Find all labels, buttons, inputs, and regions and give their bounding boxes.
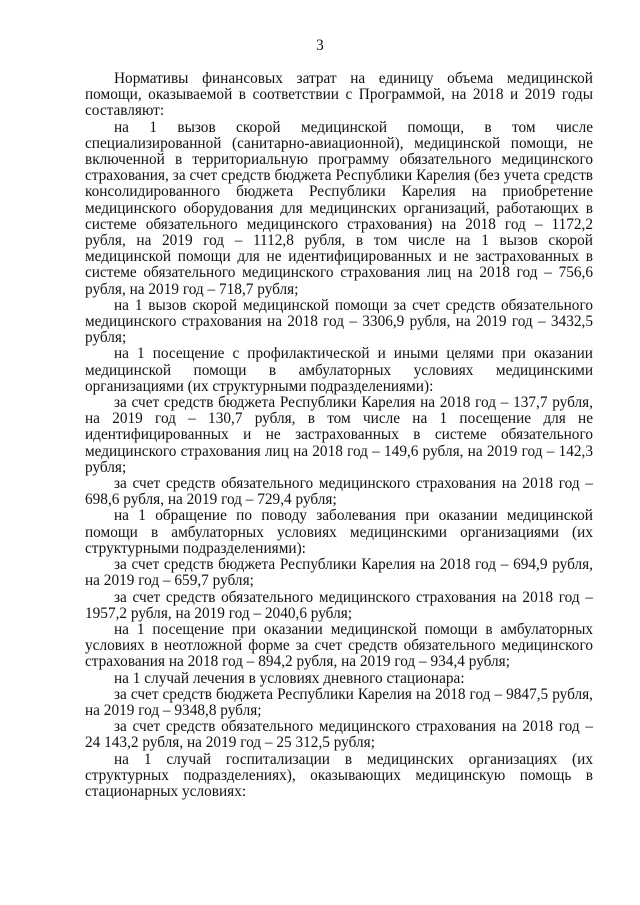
paragraph-day-hospital-budget: за счет средств бюджета Республики Карелия на 2018 год – 9847,5 рубля, на 2019 год – 9348,8 рубля; bbox=[85, 685, 593, 719]
document-body bbox=[85, 71, 593, 800]
page-number: 3 bbox=[316, 37, 324, 54]
paragraph-disease-appeal: на 1 обращение по поводу заболевания при оказании медицинской помощи в амбулаторных условиях медицинскими организациями (их структурными подразделениями): bbox=[85, 507, 593, 557]
paragraph-preventive-visit-budget: за счет средств бюджета Республики Карелия на 2018 год – 137,7 рубля, на 2019 год – 130,7 рубля, в том числе на 1 посещение для не идентифицированных и не застрахованных в системе обязательного медицинского страхования лиц на 2018 год – 149,6 рубля, на 2019 год – 142,3 рубля; bbox=[85, 394, 593, 476]
paragraph-preventive-visit: на 1 посещение с профилактической и иными целями при оказании медицинской помощи в амбулаторных условиях медицинскими организациями (их структурными подразделениями): bbox=[85, 345, 593, 395]
paragraph-intro: Нормативы финансовых затрат на единицу объема медицинской помощи, оказываемой в соответствии с Программой, на 2018 и 2019 годы составляют: bbox=[85, 70, 593, 120]
paragraph-disease-appeal-budget: за счет средств бюджета Республики Карелия на 2018 год – 694,9 рубля, на 2019 год – 659,7 рубля; bbox=[85, 556, 593, 590]
paragraph-preventive-visit-insurance: за счет средств обязательного медицинского страхования на 2018 год – 698,6 рубля, на 2019 год – 729,4 рубля; bbox=[85, 475, 593, 509]
paragraph-urgent-visit-insurance: на 1 посещение при оказании медицинской помощи в амбулаторных условиях в неотложной форме за счет средств обязательного медицинского страхования на 2018 год – 894,2 рубля, на 2019 год – 934,4 рубля; bbox=[85, 620, 593, 671]
paragraph-emergency-call-insurance: на 1 вызов скорой медицинской помощи за счет средств обязательного медицинского страхования на 2018 год – 3306,9 рубля, на 2019 год – 3432,5 рубля; bbox=[85, 296, 593, 347]
paragraph-hospitalization: на 1 случай госпитализации в медицинских организациях (их структурных подразделениях), оказывающих медицинскую помощь в стационарных условиях: bbox=[85, 750, 593, 800]
paragraph-emergency-call-budget: на 1 вызов скорой медицинской помощи, в том числе специализированной (санитарно-авиационной), медицинской помощи, не включенной в территориальную программу обязательного медицинского страхования, за счет средств бюджета Республики Карелия (без учета средств консолидированного бюджета Республики Карелия на приобретение медицинского оборудования для медицинских организаций, работающих в системе обязательного медицинского страхования) на 2018 год – 1172,2 рубля, на 2019 год – 1112,8 рубля, в том числе на 1 вызов скорой медицинской помощи для не идентифицированных и не застрахованных в системе обязательного медицинского страхования лиц на 2018 год – 756,6 рубля, на 2019 год – 718,7 рубля; bbox=[85, 118, 593, 298]
paragraph-disease-appeal-insurance: за счет средств обязательного медицинского страхования на 2018 год – 1957,2 рубля, на 2019 год – 2040,6 рубля; bbox=[85, 588, 593, 622]
paragraph-day-hospital: на 1 случай лечения в условиях дневного стационара: bbox=[114, 669, 465, 687]
paragraph-day-hospital-insurance: за счет средств обязательного медицинского страхования на 2018 год – 24 143,2 рубля, на 2019 год – 25 312,5 рубля; bbox=[85, 718, 593, 752]
